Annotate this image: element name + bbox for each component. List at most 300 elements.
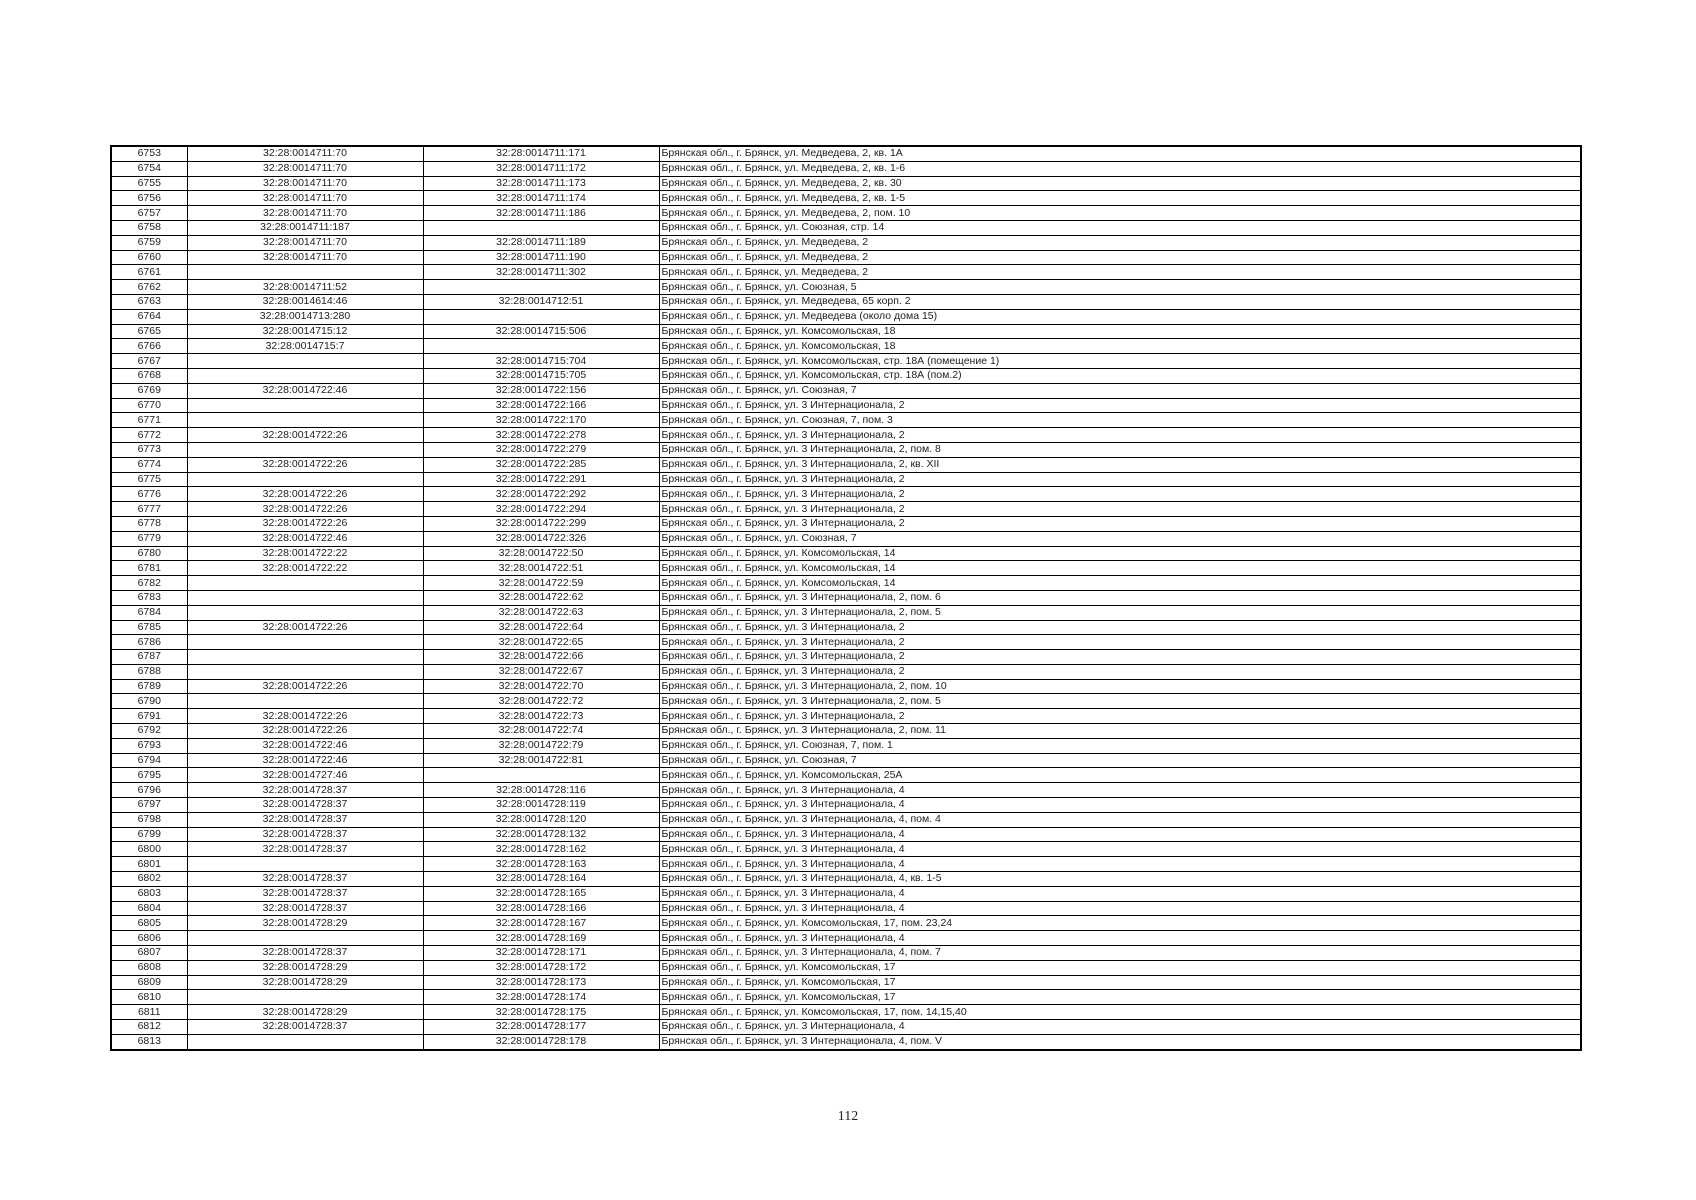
row-number-cell: 6803 <box>111 886 187 901</box>
object-cadastral-number-cell: 32:28:0014728:120 <box>423 812 659 827</box>
address-cell: Брянская обл., г. Брянск, ул. 3 Интернационала, 4 <box>659 857 1581 872</box>
address-cell: Брянская обл., г. Брянск, ул. Медведева, 2, пом. 10 <box>659 206 1581 221</box>
row-number-cell: 6782 <box>111 576 187 591</box>
table-row <box>111 146 1581 161</box>
address-cell: Брянская обл., г. Брянск, ул. 3 Интернационала, 4, пом. V <box>659 1034 1581 1049</box>
table-row <box>111 960 1581 975</box>
object-cadastral-number-cell: 32:28:0014722:63 <box>423 605 659 620</box>
table-row <box>111 724 1581 739</box>
object-cadastral-number-cell: 32:28:0014722:66 <box>423 650 659 665</box>
parcel-cadastral-number-cell <box>187 472 423 487</box>
parcel-cadastral-number-cell: 32:28:0014722:26 <box>187 457 423 472</box>
address-cell: Брянская обл., г. Брянск, ул. Комсомольская, 17 <box>659 990 1581 1005</box>
row-number-cell: 6767 <box>111 354 187 369</box>
parcel-cadastral-number-cell <box>187 576 423 591</box>
table-row <box>111 842 1581 857</box>
object-cadastral-number-cell: 32:28:0014711:173 <box>423 176 659 191</box>
address-cell: Брянская обл., г. Брянск, ул. Комсомольская, 14 <box>659 576 1581 591</box>
address-cell: Брянская обл., г. Брянск, ул. 3 Интернационала, 2, пом. 5 <box>659 605 1581 620</box>
table-row <box>111 280 1581 295</box>
table-row <box>111 502 1581 517</box>
parcel-cadastral-number-cell: 32:28:0014722:26 <box>187 487 423 502</box>
table-row <box>111 664 1581 679</box>
address-cell: Брянская обл., г. Брянск, ул. Комсомольская, стр. 18А (помещение 1) <box>659 354 1581 369</box>
address-cell: Брянская обл., г. Брянск, ул. Комсомольская, 18 <box>659 339 1581 354</box>
object-cadastral-number-cell: 32:28:0014728:162 <box>423 842 659 857</box>
address-cell: Брянская обл., г. Брянск, ул. 3 Интернационала, 4 <box>659 783 1581 798</box>
parcel-cadastral-number-cell: 32:28:0014711:70 <box>187 161 423 176</box>
address-cell: Брянская обл., г. Брянск, ул. 3 Интернационала, 2, пом. 10 <box>659 679 1581 694</box>
parcel-cadastral-number-cell: 32:28:0014728:37 <box>187 872 423 887</box>
address-cell: Брянская обл., г. Брянск, ул. 3 Интернационала, 2 <box>659 516 1581 531</box>
table-row <box>111 472 1581 487</box>
table-row <box>111 428 1581 443</box>
parcel-cadastral-number-cell: 32:28:0014715:12 <box>187 324 423 339</box>
registry-table-body <box>111 146 1581 1050</box>
page-number: 112 <box>837 1109 859 1124</box>
object-cadastral-number-cell: 32:28:0014722:170 <box>423 413 659 428</box>
address-cell: Брянская обл., г. Брянск, ул. 3 Интернационала, 2, пом. 8 <box>659 442 1581 457</box>
table-row <box>111 783 1581 798</box>
object-cadastral-number-cell: 32:28:0014711:189 <box>423 235 659 250</box>
address-cell: Брянская обл., г. Брянск, ул. 3 Интернационала, 2 <box>659 502 1581 517</box>
object-cadastral-number-cell: 32:28:0014711:190 <box>423 250 659 265</box>
table-row <box>111 886 1581 901</box>
object-cadastral-number-cell: 32:28:0014711:302 <box>423 265 659 280</box>
row-number-cell: 6795 <box>111 768 187 783</box>
parcel-cadastral-number-cell: 32:28:0014722:26 <box>187 428 423 443</box>
row-number-cell: 6775 <box>111 472 187 487</box>
row-number-cell: 6798 <box>111 812 187 827</box>
object-cadastral-number-cell: 32:28:0014728:166 <box>423 901 659 916</box>
object-cadastral-number-cell: 32:28:0014722:326 <box>423 531 659 546</box>
parcel-cadastral-number-cell: 32:28:0014722:26 <box>187 502 423 517</box>
parcel-cadastral-number-cell <box>187 931 423 946</box>
address-cell: Брянская обл., г. Брянск, ул. 3 Интернационала, 4, кв. 1-5 <box>659 872 1581 887</box>
row-number-cell: 6771 <box>111 413 187 428</box>
address-cell: Брянская обл., г. Брянск, ул. 3 Интернационала, 2, пом. 5 <box>659 694 1581 709</box>
row-number-cell: 6809 <box>111 975 187 990</box>
table-row <box>111 561 1581 576</box>
table-row <box>111 901 1581 916</box>
address-cell: Брянская обл., г. Брянск, ул. Комсомольская, 17 <box>659 960 1581 975</box>
object-cadastral-number-cell: 32:28:0014728:163 <box>423 857 659 872</box>
parcel-cadastral-number-cell: 32:28:0014728:37 <box>187 886 423 901</box>
address-cell: Брянская обл., г. Брянск, ул. 3 Интернационала, 2 <box>659 650 1581 665</box>
table-row <box>111 487 1581 502</box>
row-number-cell: 6757 <box>111 206 187 221</box>
table-row <box>111 294 1581 309</box>
address-cell: Брянская обл., г. Брянск, ул. 3 Интернационала, 4 <box>659 901 1581 916</box>
parcel-cadastral-number-cell: 32:28:0014614:46 <box>187 294 423 309</box>
row-number-cell: 6768 <box>111 368 187 383</box>
parcel-cadastral-number-cell <box>187 694 423 709</box>
object-cadastral-number-cell: 32:28:0014722:51 <box>423 561 659 576</box>
address-cell: Брянская обл., г. Брянск, ул. 3 Интернационала, 4 <box>659 827 1581 842</box>
parcel-cadastral-number-cell: 32:28:0014728:29 <box>187 960 423 975</box>
table-row <box>111 1005 1581 1020</box>
parcel-cadastral-number-cell: 32:28:0014722:46 <box>187 531 423 546</box>
row-number-cell: 6800 <box>111 842 187 857</box>
parcel-cadastral-number-cell: 32:28:0014728:37 <box>187 946 423 961</box>
parcel-cadastral-number-cell: 32:28:0014711:70 <box>187 176 423 191</box>
address-cell: Брянская обл., г. Брянск, ул. Союзная, 7 <box>659 531 1581 546</box>
address-cell: Брянская обл., г. Брянск, ул. Медведева, 2, кв. 1-6 <box>659 161 1581 176</box>
parcel-cadastral-number-cell <box>187 413 423 428</box>
table-row <box>111 354 1581 369</box>
parcel-cadastral-number-cell: 32:28:0014722:26 <box>187 679 423 694</box>
address-cell: Брянская обл., г. Брянск, ул. 3 Интернационала, 2 <box>659 709 1581 724</box>
table-row <box>111 442 1581 457</box>
object-cadastral-number-cell: 32:28:0014728:173 <box>423 975 659 990</box>
row-number-cell: 6794 <box>111 753 187 768</box>
address-cell: Брянская обл., г. Брянск, ул. 3 Интернационала, 2, кв. XII <box>659 457 1581 472</box>
table-row <box>111 413 1581 428</box>
address-cell: Брянская обл., г. Брянск, ул. Медведева, 2 <box>659 235 1581 250</box>
object-cadastral-number-cell <box>423 220 659 235</box>
object-cadastral-number-cell: 32:28:0014722:50 <box>423 546 659 561</box>
table-row <box>111 694 1581 709</box>
object-cadastral-number-cell: 32:28:0014728:172 <box>423 960 659 975</box>
parcel-cadastral-number-cell: 32:28:0014727:46 <box>187 768 423 783</box>
address-cell: Брянская обл., г. Брянск, ул. 3 Интернационала, 2, пом. 6 <box>659 590 1581 605</box>
table-row <box>111 546 1581 561</box>
row-number-cell: 6777 <box>111 502 187 517</box>
address-cell: Брянская обл., г. Брянск, ул. 3 Интернационала, 4 <box>659 798 1581 813</box>
parcel-cadastral-number-cell <box>187 1034 423 1049</box>
table-row <box>111 220 1581 235</box>
parcel-cadastral-number-cell: 32:28:0014711:70 <box>187 235 423 250</box>
address-cell: Брянская обл., г. Брянск, ул. Медведева, 2, кв. 1А <box>659 146 1581 161</box>
table-row <box>111 650 1581 665</box>
parcel-cadastral-number-cell: 32:28:0014711:70 <box>187 146 423 161</box>
row-number-cell: 6774 <box>111 457 187 472</box>
parcel-cadastral-number-cell: 32:28:0014722:26 <box>187 516 423 531</box>
object-cadastral-number-cell: 32:28:0014722:81 <box>423 753 659 768</box>
table-row <box>111 324 1581 339</box>
table-row <box>111 339 1581 354</box>
parcel-cadastral-number-cell: 32:28:0014722:26 <box>187 620 423 635</box>
object-cadastral-number-cell: 32:28:0014722:279 <box>423 442 659 457</box>
row-number-cell: 6769 <box>111 383 187 398</box>
row-number-cell: 6758 <box>111 220 187 235</box>
row-number-cell: 6792 <box>111 724 187 739</box>
parcel-cadastral-number-cell <box>187 354 423 369</box>
table-row <box>111 590 1581 605</box>
object-cadastral-number-cell: 32:28:0014722:166 <box>423 398 659 413</box>
parcel-cadastral-number-cell: 32:28:0014722:46 <box>187 738 423 753</box>
row-number-cell: 6776 <box>111 487 187 502</box>
table-row <box>111 872 1581 887</box>
parcel-cadastral-number-cell <box>187 857 423 872</box>
table-row <box>111 161 1581 176</box>
parcel-cadastral-number-cell: 32:28:0014711:187 <box>187 220 423 235</box>
parcel-cadastral-number-cell: 32:28:0014728:37 <box>187 783 423 798</box>
object-cadastral-number-cell: 32:28:0014728:178 <box>423 1034 659 1049</box>
table-row <box>111 827 1581 842</box>
address-cell: Брянская обл., г. Брянск, ул. Союзная, 7, пом. 1 <box>659 738 1581 753</box>
registry-table <box>110 145 1582 1051</box>
row-number-cell: 6784 <box>111 605 187 620</box>
parcel-cadastral-number-cell <box>187 265 423 280</box>
object-cadastral-number-cell: 32:28:0014715:705 <box>423 368 659 383</box>
row-number-cell: 6755 <box>111 176 187 191</box>
row-number-cell: 6810 <box>111 990 187 1005</box>
row-number-cell: 6766 <box>111 339 187 354</box>
row-number-cell: 6779 <box>111 531 187 546</box>
address-cell: Брянская обл., г. Брянск, ул. Комсомольская, 25А <box>659 768 1581 783</box>
row-number-cell: 6781 <box>111 561 187 576</box>
table-row <box>111 738 1581 753</box>
row-number-cell: 6772 <box>111 428 187 443</box>
row-number-cell: 6801 <box>111 857 187 872</box>
row-number-cell: 6760 <box>111 250 187 265</box>
address-cell: Брянская обл., г. Брянск, ул. Союзная, 7, пом. 3 <box>659 413 1581 428</box>
row-number-cell: 6763 <box>111 294 187 309</box>
row-number-cell: 6804 <box>111 901 187 916</box>
parcel-cadastral-number-cell <box>187 664 423 679</box>
table-row <box>111 709 1581 724</box>
parcel-cadastral-number-cell <box>187 650 423 665</box>
table-row <box>111 309 1581 324</box>
table-row <box>111 531 1581 546</box>
table-row <box>111 1020 1581 1035</box>
parcel-cadastral-number-cell: 32:28:0014728:37 <box>187 798 423 813</box>
table-row <box>111 798 1581 813</box>
object-cadastral-number-cell: 32:28:0014722:291 <box>423 472 659 487</box>
row-number-cell: 6787 <box>111 650 187 665</box>
object-cadastral-number-cell <box>423 280 659 295</box>
address-cell: Брянская обл., г. Брянск, ул. Медведева, 2 <box>659 265 1581 280</box>
table-row <box>111 1034 1581 1049</box>
parcel-cadastral-number-cell: 32:28:0014715:7 <box>187 339 423 354</box>
object-cadastral-number-cell: 32:28:0014728:171 <box>423 946 659 961</box>
row-number-cell: 6786 <box>111 635 187 650</box>
object-cadastral-number-cell: 32:28:0014728:174 <box>423 990 659 1005</box>
table-row <box>111 176 1581 191</box>
row-number-cell: 6807 <box>111 946 187 961</box>
object-cadastral-number-cell: 32:28:0014711:174 <box>423 191 659 206</box>
address-cell: Брянская обл., г. Брянск, ул. Медведева, 2 <box>659 250 1581 265</box>
object-cadastral-number-cell: 32:28:0014711:171 <box>423 146 659 161</box>
row-number-cell: 6770 <box>111 398 187 413</box>
address-cell: Брянская обл., г. Брянск, ул. 3 Интернационала, 2 <box>659 487 1581 502</box>
parcel-cadastral-number-cell: 32:28:0014711:52 <box>187 280 423 295</box>
address-cell: Брянская обл., г. Брянск, ул. Союзная, стр. 14 <box>659 220 1581 235</box>
table-row <box>111 931 1581 946</box>
object-cadastral-number-cell: 32:28:0014722:299 <box>423 516 659 531</box>
object-cadastral-number-cell: 32:28:0014712:51 <box>423 294 659 309</box>
row-number-cell: 6785 <box>111 620 187 635</box>
address-cell: Брянская обл., г. Брянск, ул. Медведева (около дома 15) <box>659 309 1581 324</box>
row-number-cell: 6793 <box>111 738 187 753</box>
object-cadastral-number-cell: 32:28:0014722:156 <box>423 383 659 398</box>
table-row <box>111 812 1581 827</box>
row-number-cell: 6788 <box>111 664 187 679</box>
parcel-cadastral-number-cell: 32:28:0014728:37 <box>187 1020 423 1035</box>
object-cadastral-number-cell: 32:28:0014722:59 <box>423 576 659 591</box>
table-row <box>111 265 1581 280</box>
address-cell: Брянская обл., г. Брянск, ул. 3 Интернационала, 2 <box>659 428 1581 443</box>
address-cell: Брянская обл., г. Брянск, ул. 3 Интернационала, 2, пом. 11 <box>659 724 1581 739</box>
parcel-cadastral-number-cell: 32:28:0014711:70 <box>187 250 423 265</box>
parcel-cadastral-number-cell: 32:28:0014722:22 <box>187 546 423 561</box>
table-row <box>111 857 1581 872</box>
address-cell: Брянская обл., г. Брянск, ул. 3 Интернационала, 2 <box>659 398 1581 413</box>
table-row <box>111 916 1581 931</box>
object-cadastral-number-cell <box>423 768 659 783</box>
parcel-cadastral-number-cell <box>187 368 423 383</box>
object-cadastral-number-cell: 32:28:0014711:172 <box>423 161 659 176</box>
object-cadastral-number-cell: 32:28:0014722:74 <box>423 724 659 739</box>
object-cadastral-number-cell: 32:28:0014715:506 <box>423 324 659 339</box>
table-row <box>111 206 1581 221</box>
address-cell: Брянская обл., г. Брянск, ул. 3 Интернационала, 2 <box>659 664 1581 679</box>
parcel-cadastral-number-cell: 32:28:0014711:70 <box>187 191 423 206</box>
object-cadastral-number-cell: 32:28:0014722:294 <box>423 502 659 517</box>
address-cell: Брянская обл., г. Брянск, ул. Комсомольская, 17, пом. 14,15,40 <box>659 1005 1581 1020</box>
table-row <box>111 679 1581 694</box>
object-cadastral-number-cell: 32:28:0014728:169 <box>423 931 659 946</box>
table-row <box>111 946 1581 961</box>
address-cell: Брянская обл., г. Брянск, ул. 3 Интернационала, 2 <box>659 635 1581 650</box>
table-row <box>111 605 1581 620</box>
row-number-cell: 6802 <box>111 872 187 887</box>
row-number-cell: 6761 <box>111 265 187 280</box>
row-number-cell: 6790 <box>111 694 187 709</box>
parcel-cadastral-number-cell: 32:28:0014722:46 <box>187 753 423 768</box>
row-number-cell: 6813 <box>111 1034 187 1049</box>
address-cell: Брянская обл., г. Брянск, ул. Комсомольская, 18 <box>659 324 1581 339</box>
parcel-cadastral-number-cell: 32:28:0014728:29 <box>187 916 423 931</box>
row-number-cell: 6762 <box>111 280 187 295</box>
address-cell: Брянская обл., г. Брянск, ул. Медведева, 65 корп. 2 <box>659 294 1581 309</box>
object-cadastral-number-cell: 32:28:0014728:177 <box>423 1020 659 1035</box>
object-cadastral-number-cell: 32:28:0014728:165 <box>423 886 659 901</box>
address-cell: Брянская обл., г. Брянск, ул. 3 Интернационала, 4 <box>659 842 1581 857</box>
address-cell: Брянская обл., г. Брянск, ул. Комсомольская, стр. 18А (пом.2) <box>659 368 1581 383</box>
address-cell: Брянская обл., г. Брянск, ул. Комсомольская, 17, пом. 23,24 <box>659 916 1581 931</box>
row-number-cell: 6797 <box>111 798 187 813</box>
object-cadastral-number-cell: 32:28:0014728:119 <box>423 798 659 813</box>
table-row <box>111 975 1581 990</box>
table-row <box>111 383 1581 398</box>
table-row <box>111 368 1581 383</box>
row-number-cell: 6796 <box>111 783 187 798</box>
table-row <box>111 990 1581 1005</box>
object-cadastral-number-cell: 32:28:0014715:704 <box>423 354 659 369</box>
parcel-cadastral-number-cell: 32:28:0014728:29 <box>187 975 423 990</box>
object-cadastral-number-cell: 32:28:0014728:116 <box>423 783 659 798</box>
row-number-cell: 6754 <box>111 161 187 176</box>
row-number-cell: 6764 <box>111 309 187 324</box>
address-cell: Брянская обл., г. Брянск, ул. Союзная, 5 <box>659 280 1581 295</box>
address-cell: Брянская обл., г. Брянск, ул. Медведева, 2, кв. 1-5 <box>659 191 1581 206</box>
parcel-cadastral-number-cell: 32:28:0014722:26 <box>187 724 423 739</box>
row-number-cell: 6773 <box>111 442 187 457</box>
table-row <box>111 398 1581 413</box>
parcel-cadastral-number-cell <box>187 398 423 413</box>
object-cadastral-number-cell: 32:28:0014722:65 <box>423 635 659 650</box>
parcel-cadastral-number-cell: 32:28:0014728:29 <box>187 1005 423 1020</box>
address-cell: Брянская обл., г. Брянск, ул. 3 Интернационала, 2 <box>659 472 1581 487</box>
object-cadastral-number-cell: 32:28:0014711:186 <box>423 206 659 221</box>
object-cadastral-number-cell: 32:28:0014728:132 <box>423 827 659 842</box>
parcel-cadastral-number-cell <box>187 635 423 650</box>
table-row <box>111 768 1581 783</box>
address-cell: Брянская обл., г. Брянск, ул. 3 Интернационала, 2 <box>659 620 1581 635</box>
address-cell: Брянская обл., г. Брянск, ул. Медведева, 2, кв. 30 <box>659 176 1581 191</box>
row-number-cell: 6778 <box>111 516 187 531</box>
object-cadastral-number-cell <box>423 309 659 324</box>
address-cell: Брянская обл., г. Брянск, ул. 3 Интернационала, 4 <box>659 1020 1581 1035</box>
table-row <box>111 753 1581 768</box>
object-cadastral-number-cell: 32:28:0014722:73 <box>423 709 659 724</box>
object-cadastral-number-cell: 32:28:0014722:278 <box>423 428 659 443</box>
address-cell: Брянская обл., г. Брянск, ул. 3 Интернационала, 4 <box>659 931 1581 946</box>
row-number-cell: 6753 <box>111 146 187 161</box>
object-cadastral-number-cell: 32:28:0014722:292 <box>423 487 659 502</box>
object-cadastral-number-cell: 32:28:0014728:164 <box>423 872 659 887</box>
object-cadastral-number-cell: 32:28:0014722:67 <box>423 664 659 679</box>
address-cell: Брянская обл., г. Брянск, ул. Союзная, 7 <box>659 383 1581 398</box>
row-number-cell: 6799 <box>111 827 187 842</box>
address-cell: Брянская обл., г. Брянск, ул. 3 Интернационала, 4, пом. 4 <box>659 812 1581 827</box>
parcel-cadastral-number-cell <box>187 605 423 620</box>
address-cell: Брянская обл., г. Брянск, ул. Комсомольская, 14 <box>659 546 1581 561</box>
table-row <box>111 620 1581 635</box>
address-cell: Брянская обл., г. Брянск, ул. Комсомольская, 14 <box>659 561 1581 576</box>
address-cell: Брянская обл., г. Брянск, ул. Комсомольская, 17 <box>659 975 1581 990</box>
parcel-cadastral-number-cell: 32:28:0014711:70 <box>187 206 423 221</box>
object-cadastral-number-cell: 32:28:0014722:70 <box>423 679 659 694</box>
row-number-cell: 6808 <box>111 960 187 975</box>
row-number-cell: 6756 <box>111 191 187 206</box>
parcel-cadastral-number-cell <box>187 442 423 457</box>
row-number-cell: 6806 <box>111 931 187 946</box>
row-number-cell: 6783 <box>111 590 187 605</box>
row-number-cell: 6789 <box>111 679 187 694</box>
object-cadastral-number-cell <box>423 339 659 354</box>
object-cadastral-number-cell: 32:28:0014722:64 <box>423 620 659 635</box>
parcel-cadastral-number-cell: 32:28:0014728:37 <box>187 812 423 827</box>
row-number-cell: 6765 <box>111 324 187 339</box>
table-row <box>111 191 1581 206</box>
parcel-cadastral-number-cell: 32:28:0014728:37 <box>187 827 423 842</box>
parcel-cadastral-number-cell: 32:28:0014728:37 <box>187 842 423 857</box>
parcel-cadastral-number-cell: 32:28:0014728:37 <box>187 901 423 916</box>
row-number-cell: 6812 <box>111 1020 187 1035</box>
address-cell: Брянская обл., г. Брянск, ул. Союзная, 7 <box>659 753 1581 768</box>
row-number-cell: 6811 <box>111 1005 187 1020</box>
object-cadastral-number-cell: 32:28:0014722:62 <box>423 590 659 605</box>
object-cadastral-number-cell: 32:28:0014728:175 <box>423 1005 659 1020</box>
table-row <box>111 457 1581 472</box>
table-row <box>111 516 1581 531</box>
table-row <box>111 250 1581 265</box>
parcel-cadastral-number-cell: 32:28:0014713:280 <box>187 309 423 324</box>
row-number-cell: 6759 <box>111 235 187 250</box>
object-cadastral-number-cell: 32:28:0014722:79 <box>423 738 659 753</box>
object-cadastral-number-cell: 32:28:0014728:167 <box>423 916 659 931</box>
parcel-cadastral-number-cell <box>187 590 423 605</box>
parcel-cadastral-number-cell: 32:28:0014722:46 <box>187 383 423 398</box>
address-cell: Брянская обл., г. Брянск, ул. 3 Интернационала, 4 <box>659 886 1581 901</box>
table-row <box>111 576 1581 591</box>
row-number-cell: 6791 <box>111 709 187 724</box>
parcel-cadastral-number-cell: 32:28:0014722:26 <box>187 709 423 724</box>
address-cell: Брянская обл., г. Брянск, ул. 3 Интернационала, 4, пом. 7 <box>659 946 1581 961</box>
